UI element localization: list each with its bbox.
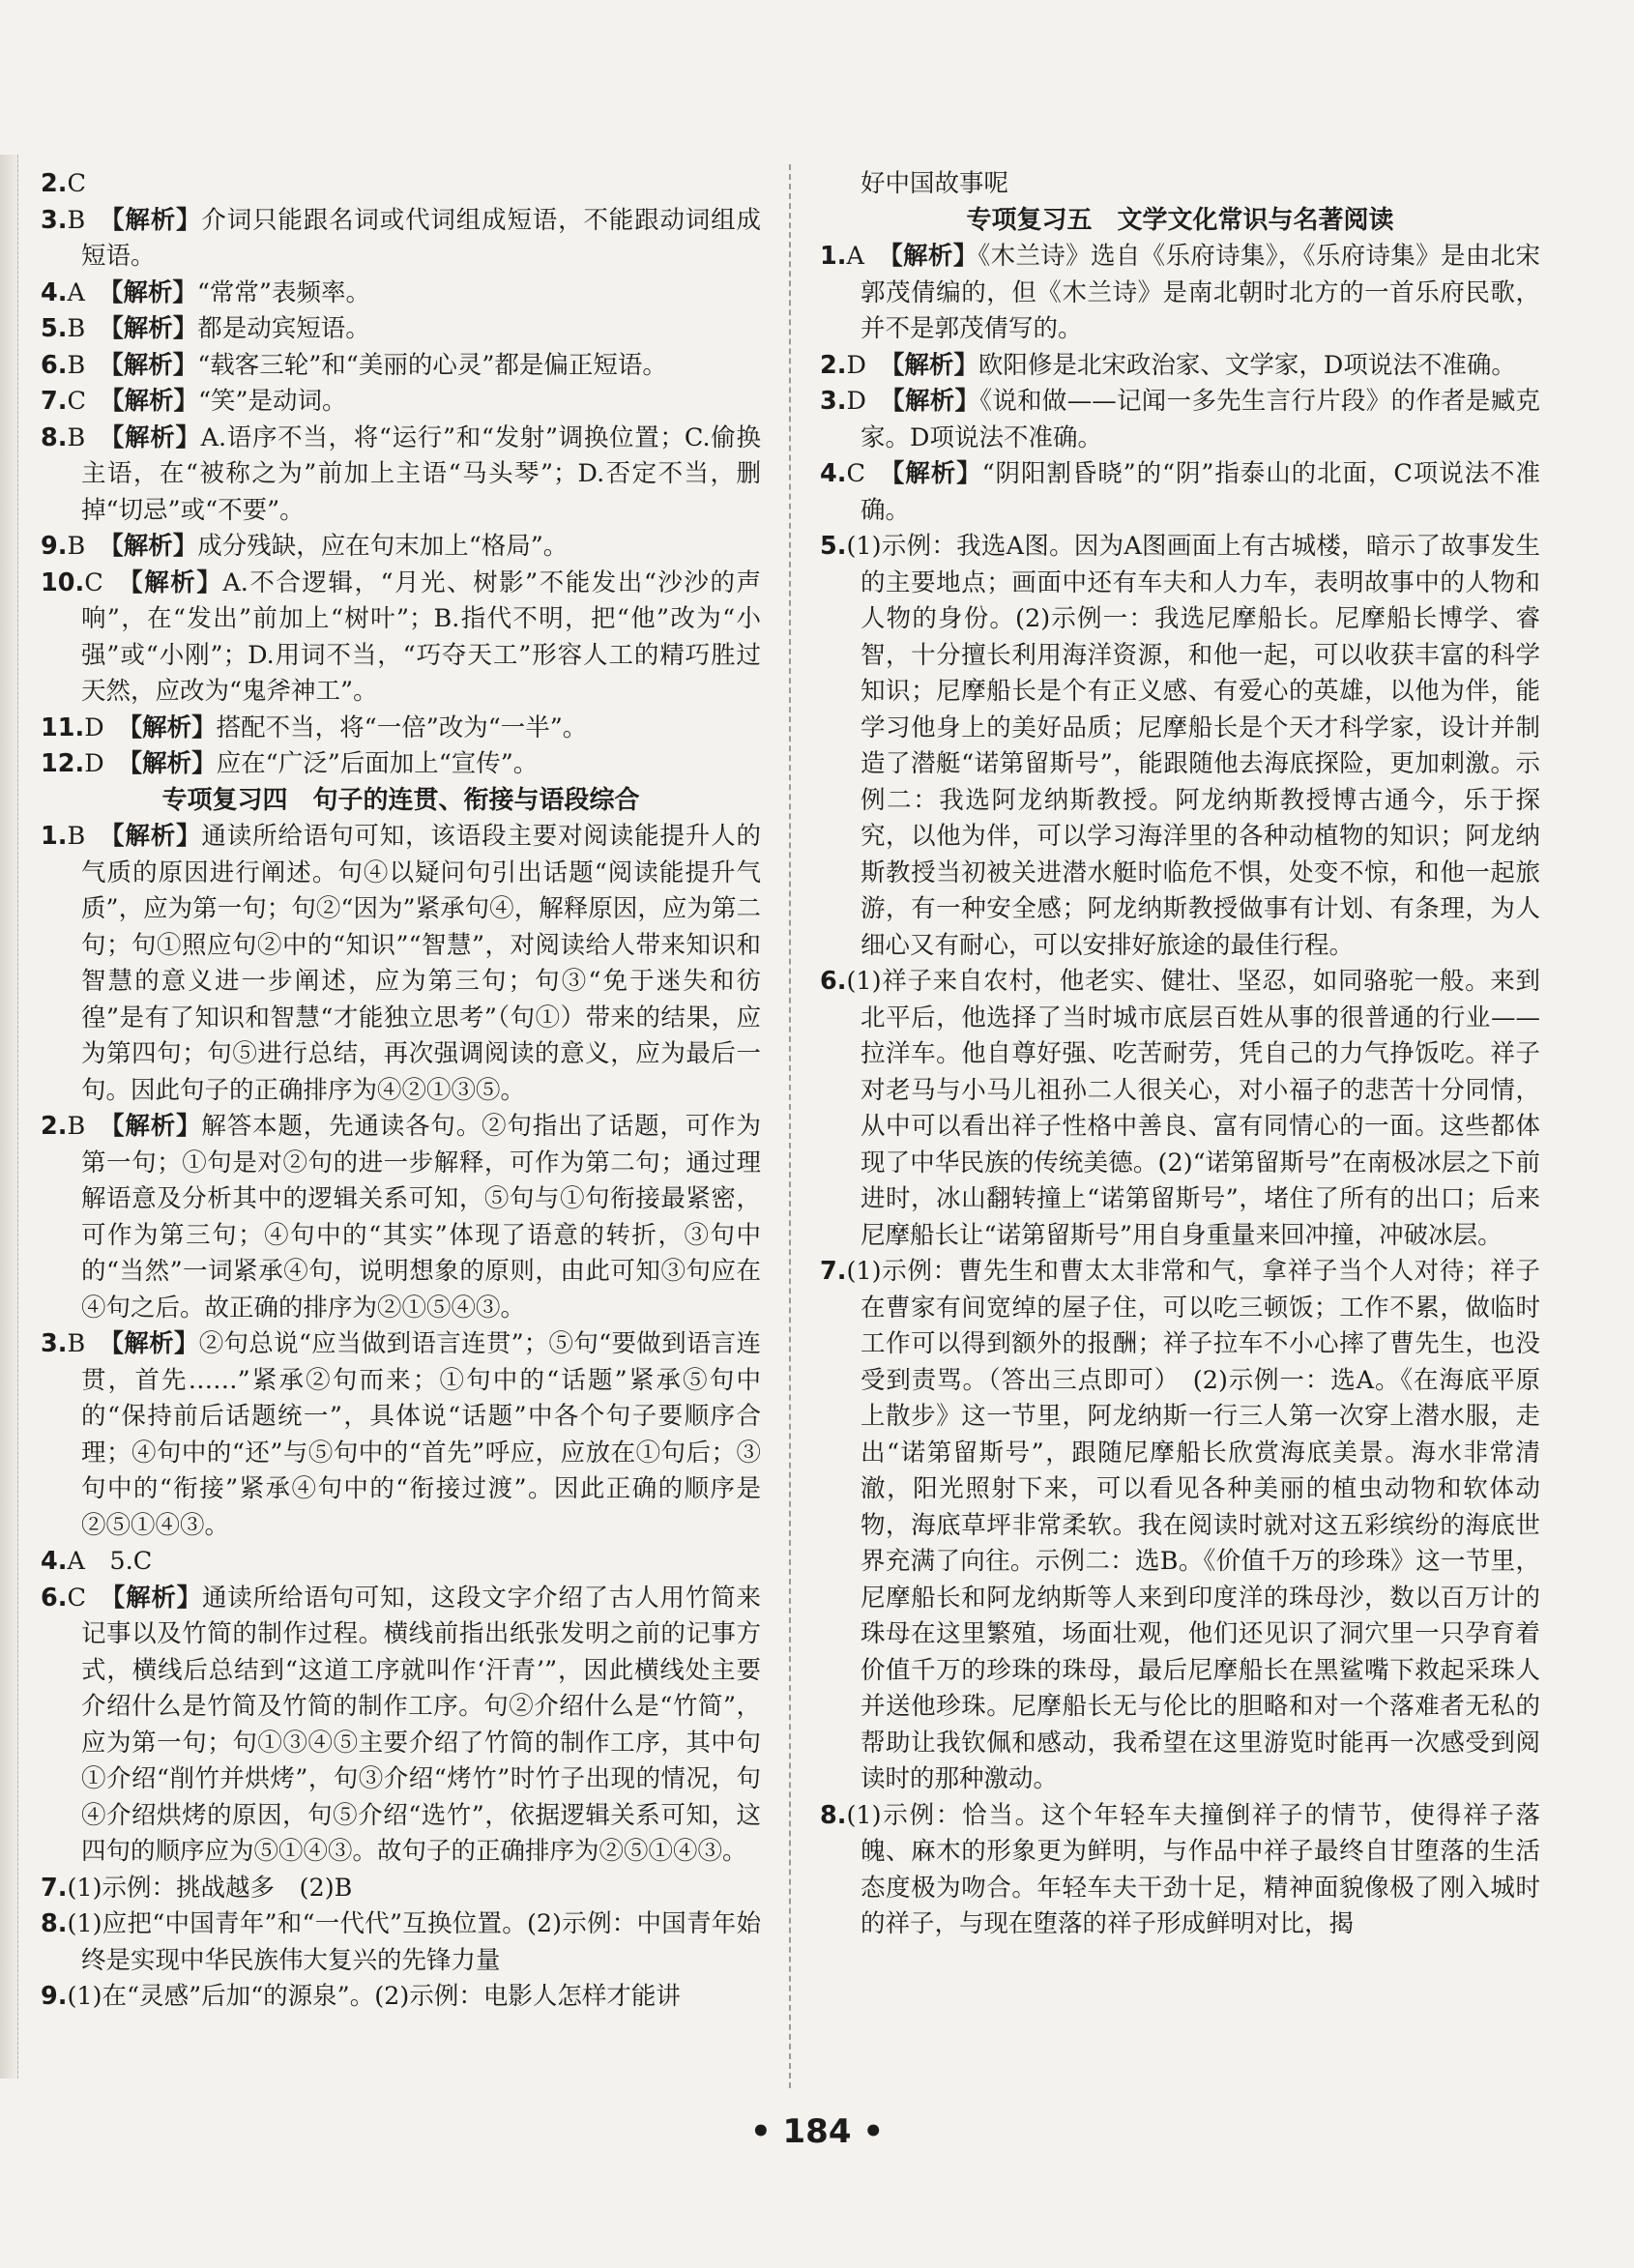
item-number: 5. <box>820 532 847 561</box>
section-title: 专项复习四 句子的连贯、衔接与语段综合 <box>161 785 640 815</box>
answer-item <box>41 529 761 566</box>
answer-letter: D <box>84 712 104 742</box>
analysis-label: 【解析】 <box>117 712 217 742</box>
answer-text: 《木兰诗》选自《乐府诗集》，《乐府诗集》是由北宋郭茂倩编的，但《木兰诗》是南北朝时北方的一首乐府民歌，并不是郭茂倩写的。 <box>861 242 1540 343</box>
answer-letter: C <box>846 459 865 488</box>
item-number: 8. <box>41 422 68 452</box>
analysis-label: 【解析】 <box>99 422 201 452</box>
analysis-label: 【解析】 <box>117 749 217 778</box>
answer-item <box>41 203 761 276</box>
answer-item <box>820 239 1540 348</box>
answer-item <box>820 529 1540 964</box>
answer-text: 5.C <box>84 1547 153 1576</box>
analysis-label: 【解析】 <box>99 532 198 561</box>
answer-item <box>41 421 761 530</box>
answer-item <box>820 964 1540 1254</box>
answer-letter: B <box>67 822 86 851</box>
answer-item <box>41 1581 761 1871</box>
item-number: 6. <box>41 350 68 380</box>
analysis-label: 【解析】 <box>877 242 978 271</box>
answer-item <box>41 1906 761 1979</box>
answer-item <box>41 711 761 747</box>
item-number: 6. <box>820 967 847 996</box>
analysis-label: 【解析】 <box>879 350 978 380</box>
answer-letter: D <box>84 749 104 778</box>
answer-item <box>41 1871 761 1907</box>
answer-text: (1)示例：恰当。这个年轻车夫撞倒祥子的情节，使得祥子落魄、麻木的形象更为鲜明，与作品中祥子最终自甘堕落的生活态度极为吻合。年轻车夫干劲十足，精神面貌像极了刚入城时的祥子，与现在堕落的祥子形成鲜明对比，揭 <box>846 1800 1540 1938</box>
answer-text: “载客三轮”和“美丽的心灵”都是偏正短语。 <box>197 350 667 380</box>
answer-letter: C <box>67 1583 86 1613</box>
answer-item <box>41 746 761 783</box>
answer-text: 应在“广泛”后面加上“宣传”。 <box>216 749 539 778</box>
item-number: 4. <box>41 1547 68 1576</box>
answer-text: 通读所给语句可知，这段文字介绍了古人用竹简来记事以及竹简的制作过程。横线前指出纸张发明之前的记事方式，横线后总结到“这道工序就叫作‘汗青’”，因此横线处主要介绍什么是竹简及竹简的制作工序。句②介绍什么是“竹简”，应为第一句；句①③④⑤主要介绍了竹简的制作工序，其中句①介绍“削竹并烘烤”，句③介绍“烤竹”时竹子出现的情况，句④介绍烘烤的原因，句⑤介绍“选竹”，依据逻辑关系可知，这四句的顺序应为⑤①④③。故句子的正确排序为②⑤①④③。 <box>81 1583 761 1866</box>
item-number: 7. <box>41 1873 68 1903</box>
item-number: 1. <box>41 822 68 851</box>
answer-letter: D <box>846 387 866 416</box>
answer-letter: B <box>67 350 86 380</box>
left-column <box>41 166 761 2016</box>
answer-text: (1)祥子来自农村，他老实、健壮、坚忍，如同骆驼一般。来到北平后，他选择了当时城市底层百姓从事的很普通的行业——拉洋车。他自尊好强、吃苦耐劳，凭自己的力气挣饭吃。祥子对老马与小马儿祖孙二人很关心，对小福子的悲苦十分同情，从中可以看出祥子性格中善良、富有同情心的一面。这些都体现了中华民族的传统美德。(2)“诺第留斯号”在南极冰层之下前进时，冰山翻转撞上“诺第留斯号”，堵住了所有的出口；后来尼摩船长让“诺第留斯号”用自身重量来回冲撞，冲破冰层。 <box>846 967 1540 1250</box>
answer-text: 通读所给语句可知，该语段主要对阅读能提升人的气质的原因进行阐述。句④以疑问句引出话题“阅读能提升气质”，应为第一句；句②“因为”紧承句④，解释原因，应为第二句；句①照应句②中的“知识”“智慧”，对阅读给人带来知识和智慧的意义进一步阐述，应为第三句；句③“免于迷失和彷徨”是有了知识和智慧“才能独立思考”（句①）带来的结果，应为第四句；句⑤进行总结，再次强调阅读的意义，应为最后一句。因此句子的正确排序为④②①③⑤。 <box>81 822 761 1105</box>
column-divider <box>789 164 791 2088</box>
answer-item <box>41 384 761 421</box>
answer-text: 《说和做——记闻一多先生言行片段》的作者是臧克家。D项说法不准确。 <box>861 387 1540 452</box>
answer-item <box>41 566 761 711</box>
item-number: 7. <box>41 387 68 416</box>
answer-letter: D <box>846 350 866 380</box>
answer-item <box>41 276 761 312</box>
analysis-label: 【解析】 <box>99 387 198 416</box>
answer-item <box>41 1326 761 1544</box>
answer-text: 欧阳修是北宋政治家、文学家，D项说法不准确。 <box>977 350 1516 380</box>
right-column <box>820 166 1540 1943</box>
binding-margin <box>0 155 18 2079</box>
item-number: 2. <box>820 350 847 380</box>
answer-letter: C <box>84 567 103 597</box>
answer-letter: B <box>67 205 86 235</box>
item-number: 2. <box>41 1112 68 1141</box>
analysis-label: 【解析】 <box>116 567 223 597</box>
answer-letter: B <box>67 1112 86 1141</box>
answer-text: 解答本题，先通读各句。②句指出了话题，可作为第一句；①句是对②句的进一步解释，可作为第二句；通过理解语意及分析其中的逻辑关系可知，⑤句与①句衔接最紧密，可作为第三句；④句中的“其实”体现了语意的转折，③句中的“当然”一词紧承④句，说明想象的原则，由此可知③句应在④句之后。故正确的排序为②①⑤④③。 <box>81 1112 761 1323</box>
item-number: 8. <box>820 1800 847 1830</box>
answer-letter: B <box>67 532 86 561</box>
answer-text: ②句总说“应当做到语言连贯”；⑤句“要做到语言连贯，首先……”紧承②句而来；①句中的“话题”紧承⑤句中的“保持前后话题统一”，具体说“话题”中各个句子要顺序合理；④句中的“还”与⑤句中的“首先”呼应，应放在①句后；③句中的“衔接”紧承④句中的“衔接过渡”。因此正确的顺序是②⑤①④③。 <box>81 1329 761 1540</box>
analysis-label: 【解析】 <box>878 459 982 488</box>
answer-item <box>41 1544 761 1581</box>
item-number: 4. <box>41 277 68 307</box>
answer-text: (1)示例：挑战越多 (2)B <box>67 1873 353 1903</box>
answer-text: 成分残缺，应在句末加上“格局”。 <box>197 532 569 561</box>
answer-item <box>820 348 1540 385</box>
answer-item <box>820 1798 1540 1943</box>
item-number: 5. <box>41 314 68 343</box>
answer-item <box>41 166 761 203</box>
answer-text: “笑”是动词。 <box>197 387 347 416</box>
answer-item <box>41 348 761 385</box>
analysis-label: 【解析】 <box>99 205 202 235</box>
analysis-label: 【解析】 <box>99 822 202 851</box>
answer-item <box>820 384 1540 456</box>
item-number: 7. <box>820 1257 847 1286</box>
answer-item <box>41 1109 761 1326</box>
item-number: 12. <box>41 749 85 778</box>
analysis-label: 【解析】 <box>99 1329 199 1358</box>
answer-text: (1)应把“中国青年”和“一代代”互换位置。(2)示例：中国青年始终是实现中华民族伟大复兴的先锋力量 <box>67 1909 761 1975</box>
answer-letter: B <box>67 314 86 343</box>
answer-item <box>41 1979 761 2016</box>
answer-text: (1)示例：我选A图。因为A图画面上有古城楼，暗示了故事发生的主要地点；画面中还有车夫和人力车，表明故事中的人物和人物的身份。(2)示例一：我选尼摩船长。尼摩船长博学、睿智，十分擅长利用海洋资源，和他一起，可以收获丰富的科学知识；尼摩船长是个有正义感、有爱心的英雄，以他为伴，能学习他身上的美好品质；尼摩船长是个天才科学家，设计并制造了潜艇“诺第留斯号”，能跟随他去海底探险，更加刺激。示例二：我选阿龙纳斯教授。阿龙纳斯教授博古通今，乐于探究，以他为伴，可以学习海洋里的各种动植物的知识；阿龙纳斯教授当初被关进潜水艇时临危不惧，处变不惊，和他一起旅游，有一种安全感；阿龙纳斯教授做事有计划、有条理，为人细心又有耐心，可以安排好旅途的最佳行程。 <box>846 532 1540 960</box>
analysis-label: 【解析】 <box>879 387 980 416</box>
page-number: • 184 • <box>749 2112 885 2151</box>
answer-item <box>820 1254 1540 1798</box>
item-number: 3. <box>41 1329 68 1358</box>
answer-letter: A <box>67 1547 85 1576</box>
answer-text: “阴阳割昏晓”的“阴”指泰山的北面，C项说法不准确。 <box>861 459 1540 525</box>
item-number: 10. <box>41 567 85 597</box>
answer-text: 搭配不当，将“一倍”改为“一半”。 <box>216 712 588 742</box>
answer-item <box>41 819 761 1109</box>
answer-letter: A <box>67 277 85 307</box>
section-title: 专项复习五 文学文化常识与名著阅读 <box>966 205 1394 235</box>
item-number: 9. <box>41 532 68 561</box>
answer-text: (1)示例：曹先生和曹太太非常和气，拿祥子当个人对待；祥子在曹家有间宽绰的屋子住，可以吃三顿饭；工作不累，做临时工作可以得到额外的报酬；祥子拉车不小心摔了曹先生，也没受到责骂。（答出三点即可） (2)示例一：选A。《在海底平原上散步》这一节里，阿龙纳斯一行三人第一次穿上潜水服，走出“诺第留斯号”，跟随尼摩船长欣赏海底美景。海水非常清澈，阳光照射下来，可以看见各种美丽的植虫动物和软体动物，海底草坪非常柔软。我在阅读时就对这五彩缤纷的海底世界充满了向往。示例二：选B。《价值千万的珍珠》这一节里，尼摩船长和阿龙纳斯等人来到印度洋的珠母沙，数以百万计的珠母在这里繁殖，场面壮观，他们还见识了洞穴里一只孕育着价值千万的珍珠的珠母，最后尼摩船长在黑鲨嘴下救起采珠人并送他珍珠。尼摩船长无与伦比的胆略和对一个落难者无私的帮助让我钦佩和感动，我希望在这里游览时能再一次感受到阅读时的那种激动。 <box>846 1257 1540 1793</box>
continued-text: 好中国故事呢 <box>861 169 1009 198</box>
answer-letter: C <box>67 387 86 416</box>
analysis-label: 【解析】 <box>99 314 198 343</box>
analysis-label: 【解析】 <box>99 1112 202 1141</box>
answer-text: “常常”表频率。 <box>196 277 370 307</box>
item-number: 3. <box>820 387 847 416</box>
item-number: 1. <box>820 242 847 271</box>
item-number: 11. <box>41 712 85 742</box>
answer-letter: A <box>846 242 864 271</box>
answer-text: A.不合逻辑，“月光、树影”不能发出“沙沙的声响”，在“发出”前加上“树叶”；B.指代不明，把“他”改为“小强”或“小刚”；D.用词不当，“巧夺天工”形容人工的精巧胜过天然，应改为“鬼斧神工”。 <box>81 567 761 706</box>
answer-text: 介词只能跟名词或代词组成短语，不能跟动词组成短语。 <box>81 205 761 271</box>
item-number: 9. <box>41 1982 68 2011</box>
answer-item <box>820 456 1540 529</box>
item-number: 6. <box>41 1583 68 1613</box>
analysis-label: 【解析】 <box>98 277 197 307</box>
answer-letter: B <box>67 422 86 452</box>
answer-letter: B <box>67 1329 86 1358</box>
answer-letter: C <box>67 169 86 198</box>
item-number: 3. <box>41 205 68 235</box>
answer-text: 都是动宾短语。 <box>197 314 370 343</box>
analysis-label: 【解析】 <box>99 1583 202 1613</box>
analysis-label: 【解析】 <box>99 350 198 380</box>
answer-item <box>41 311 761 348</box>
answer-text: (1)在“灵感”后加“的源泉”。(2)示例：电影人怎样才能讲 <box>67 1982 681 2011</box>
item-number: 4. <box>820 459 847 488</box>
item-number: 2. <box>41 169 68 198</box>
item-number: 8. <box>41 1909 68 1938</box>
answer-text: A.语序不当，将“运行”和“发射”调换位置；C.偷换主语，在“被称之为”前加上主语“马头琴”；D.否定不当，删掉“切忌”或“不要”。 <box>81 422 761 525</box>
